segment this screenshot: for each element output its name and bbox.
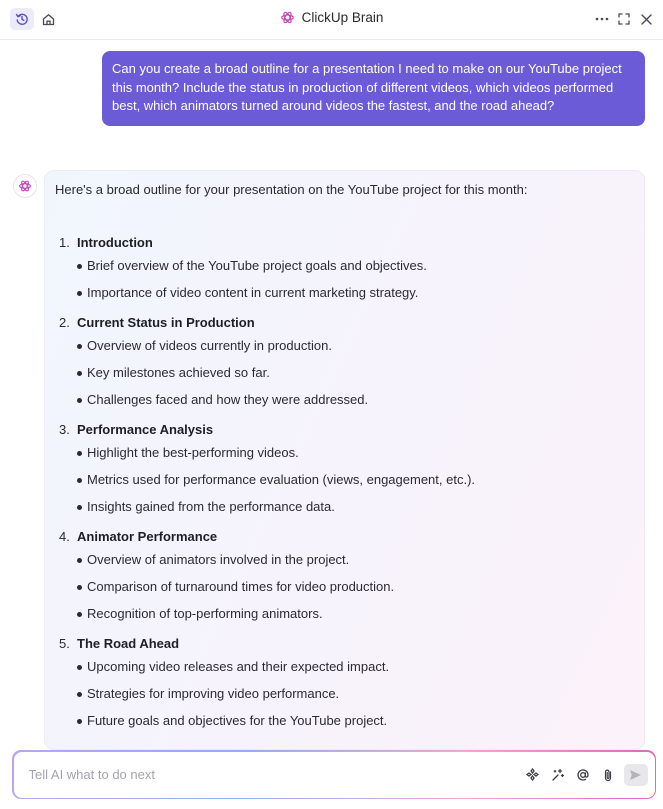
header-title-group xyxy=(0,10,663,25)
expand-button[interactable] xyxy=(612,8,636,30)
attach-button[interactable] xyxy=(600,767,616,783)
prompt-input-container xyxy=(12,750,656,799)
header-title: ClickUp Brain xyxy=(301,10,384,25)
section-title: Animator Performance xyxy=(77,529,218,544)
section-title: Current Status in Production xyxy=(77,315,255,330)
list-item: Key milestones achieved so far. xyxy=(87,365,270,380)
ai-sparkle-icon xyxy=(551,768,565,782)
prompt-input-box xyxy=(14,752,655,798)
ai-actions-button[interactable] xyxy=(550,767,566,783)
list-item: Insights gained from the performance data. xyxy=(87,499,335,514)
user-message-bubble xyxy=(102,51,645,126)
section-number: 2. xyxy=(59,315,70,330)
user-message-text: Can you create a broad outline for a presentation I need to make on our YouTube project this month? Include the status in production of different videos, which videos performed best, which animators turned around videos the fastest, and the road ahead? xyxy=(112,61,622,113)
home-icon xyxy=(42,13,55,26)
section-number: 5. xyxy=(59,636,70,651)
list-item: Comparison of turnaround times for video production. xyxy=(87,579,394,594)
more-options-button[interactable] xyxy=(590,8,614,30)
list-item: Brief overview of the YouTube project goals and objectives. xyxy=(87,258,427,273)
mention-icon xyxy=(576,768,590,782)
section-title: The Road Ahead xyxy=(77,636,180,651)
header-bar xyxy=(0,0,663,40)
list-item: Future goals and objectives for the YouTube project. xyxy=(87,713,387,728)
list-item: Recognition of top-performing animators. xyxy=(87,606,323,621)
list-item: Upcoming video releases and their expected impact. xyxy=(87,659,389,674)
templates-icon xyxy=(526,768,539,781)
clickup-brain-logo xyxy=(280,10,295,25)
list-item: Importance of video content in current marketing strategy. xyxy=(87,285,418,300)
send-button[interactable] xyxy=(624,764,648,786)
list-item: Strategies for improving video performance. xyxy=(87,686,339,701)
close-icon xyxy=(641,14,652,25)
history-icon xyxy=(15,12,29,26)
list-item: Challenges faced and how they were addressed. xyxy=(87,392,368,407)
history-button[interactable] xyxy=(10,8,34,30)
home-button[interactable] xyxy=(36,8,60,30)
section-number: 4. xyxy=(59,529,70,544)
send-icon xyxy=(629,769,642,781)
section-title: Performance Analysis xyxy=(77,422,214,437)
prompt-input[interactable] xyxy=(29,764,429,786)
more-horizontal-icon xyxy=(595,17,609,21)
assistant-response xyxy=(44,170,645,750)
section-number: 3. xyxy=(59,422,70,437)
response-intro: Here's a broad outline for your presentation on the YouTube project for this month: xyxy=(55,182,528,197)
mention-button[interactable] xyxy=(575,767,591,783)
list-item: Highlight the best-performing videos. xyxy=(87,445,299,460)
list-item: Overview of videos currently in production. xyxy=(87,338,332,353)
section-title: Introduction xyxy=(77,235,153,250)
section-number: 1. xyxy=(59,235,70,250)
list-item: Overview of animators involved in the project. xyxy=(87,552,349,567)
close-button[interactable] xyxy=(634,8,658,30)
templates-button[interactable] xyxy=(525,767,541,783)
list-item: Metrics used for performance evaluation (views, engagement, etc.). xyxy=(87,472,475,487)
assistant-avatar xyxy=(13,174,37,198)
clickup-brain-logo xyxy=(18,179,32,193)
expand-icon xyxy=(618,13,630,25)
paperclip-icon xyxy=(602,768,614,782)
